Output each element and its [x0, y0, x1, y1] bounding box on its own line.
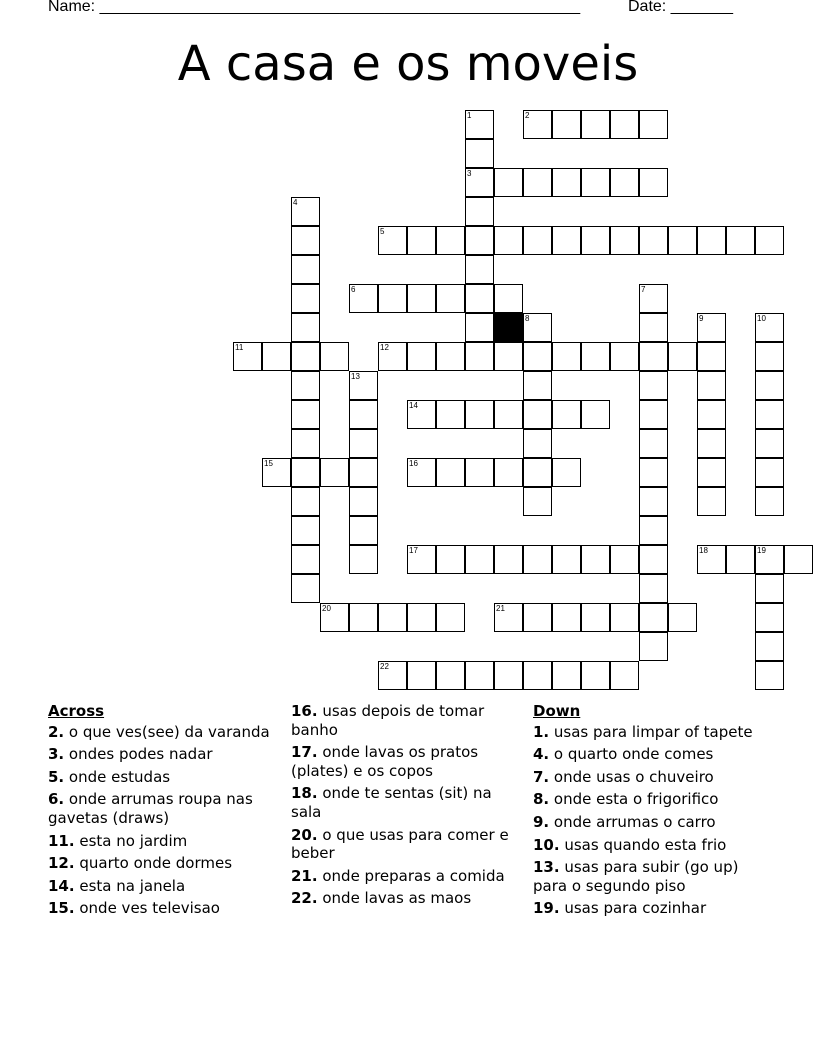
grid-cell[interactable] [552, 400, 581, 429]
grid-cell[interactable] [494, 603, 523, 632]
down-clue [533, 745, 758, 764]
clue-number: 19. [533, 899, 560, 918]
clue-text: o que usas para comer e beber [291, 825, 509, 863]
clue-number: 17 [409, 546, 418, 555]
grid-cell[interactable] [494, 226, 523, 255]
grid-cell[interactable] [378, 342, 407, 371]
clue-text: onde lavas os pratos (plates) e os copos [291, 743, 479, 780]
grid-cell[interactable] [262, 458, 291, 487]
grid-cell[interactable] [697, 545, 726, 574]
grid-cell[interactable] [552, 342, 581, 371]
black-cell [494, 313, 523, 342]
grid-cell[interactable] [697, 342, 726, 371]
grid-cell[interactable] [320, 458, 349, 487]
down-clues-column [533, 702, 758, 922]
grid-cell[interactable] [465, 168, 494, 197]
across-clue [48, 899, 278, 918]
grid-cell[interactable] [407, 603, 436, 632]
grid-cell[interactable] [552, 603, 581, 632]
grid-cell[interactable] [349, 487, 378, 516]
grid-cell[interactable] [378, 603, 407, 632]
grid-cell[interactable] [755, 429, 784, 458]
grid-cell[interactable] [465, 110, 494, 139]
grid-cell[interactable] [639, 632, 668, 661]
grid-cell[interactable] [378, 661, 407, 690]
clue-number: 15. [48, 899, 75, 918]
grid-cell[interactable] [465, 458, 494, 487]
grid-cell[interactable] [291, 574, 320, 603]
grid-cell[interactable] [291, 342, 320, 371]
grid-cell[interactable] [639, 516, 668, 545]
across-clue [48, 790, 278, 827]
clue-text: esta no jardim [79, 831, 188, 850]
across-clues-column-1 [48, 702, 278, 922]
grid-cell[interactable] [581, 226, 610, 255]
grid-cell[interactable] [697, 487, 726, 516]
grid-cell[interactable] [407, 342, 436, 371]
grid-cell[interactable] [552, 545, 581, 574]
across-clue [291, 743, 516, 780]
grid-cell[interactable] [494, 342, 523, 371]
across-clue [48, 832, 278, 851]
grid-cell[interactable] [639, 603, 668, 632]
grid-cell[interactable] [697, 458, 726, 487]
clue-number: 14. [48, 876, 75, 895]
grid-cell[interactable] [291, 313, 320, 342]
down-heading: Down [533, 702, 581, 720]
grid-cell[interactable] [291, 516, 320, 545]
clue-number: 21. [291, 866, 318, 885]
grid-cell[interactable] [494, 400, 523, 429]
grid-cell[interactable] [639, 313, 668, 342]
grid-cell[interactable] [494, 168, 523, 197]
grid-cell[interactable] [291, 255, 320, 284]
grid-cell[interactable] [523, 487, 552, 516]
grid-cell[interactable] [697, 313, 726, 342]
down-clue [533, 813, 758, 832]
clue-number: 8 [525, 314, 530, 323]
grid-cell[interactable] [436, 400, 465, 429]
grid-cell[interactable] [349, 545, 378, 574]
grid-cell[interactable] [523, 603, 552, 632]
grid-cell[interactable] [552, 110, 581, 139]
grid-cell[interactable] [291, 400, 320, 429]
clue-number: 13 [351, 372, 360, 381]
grid-cell[interactable] [755, 603, 784, 632]
grid-cell[interactable] [349, 400, 378, 429]
clue-number: 4 [293, 198, 298, 207]
clue-number: 6. [48, 790, 65, 809]
across-clues-column-2 [291, 702, 516, 912]
grid-cell[interactable] [755, 371, 784, 400]
grid-cell[interactable] [465, 226, 494, 255]
grid-cell[interactable] [552, 458, 581, 487]
grid-cell[interactable] [465, 313, 494, 342]
across-clue [48, 854, 278, 873]
grid-cell[interactable] [610, 342, 639, 371]
grid-cell[interactable] [465, 139, 494, 168]
grid-cell[interactable] [581, 110, 610, 139]
clue-text: usas depois de tomar banho [291, 702, 485, 739]
grid-cell[interactable] [523, 458, 552, 487]
grid-cell[interactable] [639, 110, 668, 139]
grid-cell[interactable] [552, 661, 581, 690]
grid-cell[interactable] [726, 226, 755, 255]
clue-text: o que ves(see) da varanda [68, 722, 270, 741]
grid-cell[interactable] [755, 342, 784, 371]
clue-text: onde preparas a comida [322, 866, 505, 885]
clue-number: 22. [291, 889, 318, 908]
clue-number: 2 [525, 111, 530, 120]
grid-cell[interactable] [494, 545, 523, 574]
grid-cell[interactable] [291, 371, 320, 400]
clue-text: quarto onde dormes [79, 854, 233, 873]
clue-text: usas para subir (go up) para o segundo piso [533, 858, 739, 895]
clue-number: 1 [467, 111, 472, 120]
down-clue [533, 768, 758, 787]
clue-number: 16. [291, 702, 318, 720]
grid-cell[interactable] [291, 197, 320, 226]
grid-cell[interactable] [697, 371, 726, 400]
clue-number: 1. [533, 722, 550, 741]
grid-cell[interactable] [291, 458, 320, 487]
grid-cell[interactable] [639, 284, 668, 313]
grid-cell[interactable] [291, 226, 320, 255]
clue-number: 8. [533, 790, 550, 809]
clue-number: 14 [409, 401, 418, 410]
grid-cell[interactable] [349, 603, 378, 632]
grid-cell[interactable] [639, 458, 668, 487]
clue-text: onde te sentas (sit) na sala [291, 784, 492, 821]
clue-text: onde lavas as maos [322, 889, 472, 908]
grid-cell[interactable] [755, 487, 784, 516]
grid-cell[interactable] [610, 168, 639, 197]
grid-cell[interactable] [668, 603, 697, 632]
grid-cell[interactable] [523, 400, 552, 429]
grid-cell[interactable] [523, 226, 552, 255]
across-clue [291, 784, 516, 821]
clue-number: 19 [757, 546, 766, 555]
grid-cell[interactable] [436, 458, 465, 487]
grid-cell[interactable] [581, 168, 610, 197]
grid-cell[interactable] [581, 400, 610, 429]
grid-cell[interactable] [407, 400, 436, 429]
grid-cell[interactable] [436, 284, 465, 313]
clue-number: 10. [533, 835, 560, 854]
grid-cell[interactable] [639, 400, 668, 429]
across-clue [48, 768, 278, 787]
date-field[interactable]: Date: _______ [628, 0, 733, 15]
clue-number: 7 [641, 285, 646, 294]
clue-number: 6 [351, 285, 356, 294]
grid-cell[interactable] [581, 545, 610, 574]
grid-cell[interactable] [784, 545, 813, 574]
across-clue [48, 723, 278, 742]
grid-cell[interactable] [349, 458, 378, 487]
grid-cell[interactable] [552, 168, 581, 197]
clue-number: 5 [380, 227, 385, 236]
clue-text: usas quando esta frio [564, 835, 727, 854]
grid-cell[interactable] [349, 516, 378, 545]
clue-number: 13. [533, 858, 560, 877]
clue-number: 21 [496, 604, 505, 613]
name-field[interactable]: Name: ______________________________________________________ [48, 0, 581, 15]
across-clue [291, 826, 516, 863]
grid-cell[interactable] [523, 168, 552, 197]
grid-cell[interactable] [639, 545, 668, 574]
grid-cell[interactable] [523, 313, 552, 342]
clue-number: 12. [48, 854, 75, 873]
grid-cell[interactable] [755, 226, 784, 255]
clue-number: 3. [48, 745, 65, 764]
across-heading: Across [48, 702, 105, 720]
grid-cell[interactable] [610, 226, 639, 255]
clue-number: 18. [291, 784, 318, 803]
across-clue [48, 745, 278, 764]
grid-cell[interactable] [349, 429, 378, 458]
grid-cell[interactable] [494, 284, 523, 313]
grid-cell[interactable] [755, 632, 784, 661]
grid-cell[interactable] [407, 661, 436, 690]
grid-cell[interactable] [407, 284, 436, 313]
grid-cell[interactable] [436, 545, 465, 574]
grid-cell[interactable] [697, 226, 726, 255]
grid-cell[interactable] [262, 342, 291, 371]
grid-cell[interactable] [610, 603, 639, 632]
clue-number: 11. [48, 831, 75, 850]
grid-cell[interactable] [755, 574, 784, 603]
clue-number: 5. [48, 767, 65, 786]
clue-number: 10 [757, 314, 766, 323]
grid-cell[interactable] [291, 284, 320, 313]
clue-number: 2. [48, 722, 65, 741]
grid-cell[interactable] [407, 458, 436, 487]
clue-number: 20. [291, 825, 318, 844]
down-clue [533, 836, 758, 855]
grid-cell[interactable] [436, 603, 465, 632]
grid-cell[interactable] [581, 342, 610, 371]
grid-cell[interactable] [755, 400, 784, 429]
clue-text: usas para cozinhar [564, 899, 707, 918]
grid-cell[interactable] [639, 371, 668, 400]
grid-cell[interactable] [639, 226, 668, 255]
across-clue [291, 702, 516, 739]
grid-cell[interactable] [581, 603, 610, 632]
grid-cell[interactable] [639, 429, 668, 458]
grid-cell[interactable] [465, 545, 494, 574]
grid-cell[interactable] [494, 661, 523, 690]
clue-number: 12 [380, 343, 389, 352]
grid-cell[interactable] [755, 545, 784, 574]
grid-cell[interactable] [465, 255, 494, 284]
clue-number: 4. [533, 745, 550, 764]
down-clue [533, 899, 758, 918]
clue-number: 7. [533, 767, 550, 786]
grid-cell[interactable] [465, 400, 494, 429]
grid-cell[interactable] [610, 110, 639, 139]
clue-text: onde ves televisao [79, 899, 220, 918]
grid-cell[interactable] [320, 603, 349, 632]
grid-cell[interactable] [233, 342, 262, 371]
grid-cell[interactable] [639, 574, 668, 603]
grid-cell[interactable] [465, 284, 494, 313]
clue-text: usas para limpar of tapete [553, 722, 753, 741]
grid-cell[interactable] [697, 429, 726, 458]
grid-cell[interactable] [581, 661, 610, 690]
grid-cell[interactable] [552, 226, 581, 255]
grid-cell[interactable] [349, 284, 378, 313]
grid-cell[interactable] [523, 110, 552, 139]
grid-cell[interactable] [291, 429, 320, 458]
clue-number: 20 [322, 604, 331, 613]
grid-cell[interactable] [755, 661, 784, 690]
clue-number: 15 [264, 459, 273, 468]
clue-text: onde estudas [68, 767, 171, 786]
grid-cell[interactable] [407, 545, 436, 574]
grid-cell[interactable] [755, 458, 784, 487]
grid-cell[interactable] [523, 661, 552, 690]
clue-number: 16 [409, 459, 418, 468]
grid-cell[interactable] [639, 487, 668, 516]
grid-cell[interactable] [523, 371, 552, 400]
clue-text: onde usas o chuveiro [553, 767, 714, 786]
clue-text: ondes podes nadar [68, 745, 213, 764]
clue-number: 18 [699, 546, 708, 555]
grid-cell[interactable] [407, 226, 436, 255]
grid-cell[interactable] [378, 226, 407, 255]
down-clue [533, 858, 758, 895]
down-clue [533, 723, 758, 742]
grid-cell[interactable] [523, 429, 552, 458]
grid-cell[interactable] [465, 342, 494, 371]
clue-number: 22 [380, 662, 389, 671]
grid-cell[interactable] [523, 342, 552, 371]
clue-text: o quarto onde comes [553, 745, 714, 764]
clue-text: esta na janela [79, 876, 186, 895]
clue-number: 9. [533, 812, 550, 831]
grid-cell[interactable] [697, 400, 726, 429]
clue-number: 17. [291, 743, 318, 762]
across-clue [291, 889, 516, 908]
grid-cell[interactable] [639, 342, 668, 371]
clue-text: onde arrumas o carro [553, 812, 716, 831]
across-clue [291, 867, 516, 886]
grid-cell[interactable] [726, 545, 755, 574]
grid-cell[interactable] [755, 313, 784, 342]
grid-cell[interactable] [436, 661, 465, 690]
clue-number: 9 [699, 314, 704, 323]
grid-cell[interactable] [610, 661, 639, 690]
grid-cell[interactable] [436, 226, 465, 255]
grid-cell[interactable] [639, 168, 668, 197]
grid-cell[interactable] [668, 226, 697, 255]
clue-text: onde arrumas roupa nas gavetas (draws) [48, 790, 253, 827]
grid-cell[interactable] [291, 545, 320, 574]
across-clue [48, 877, 278, 896]
grid-cell[interactable] [465, 661, 494, 690]
page-title: A casa e os moveis [177, 36, 639, 92]
grid-cell[interactable] [523, 545, 552, 574]
grid-cell[interactable] [349, 371, 378, 400]
grid-cell[interactable] [320, 342, 349, 371]
clue-text: onde esta o frigorifico [553, 790, 719, 809]
grid-cell[interactable] [465, 197, 494, 226]
clue-number: 11 [235, 343, 244, 352]
grid-cell[interactable] [610, 545, 639, 574]
grid-cell[interactable] [668, 342, 697, 371]
grid-cell[interactable] [436, 342, 465, 371]
down-clue [533, 790, 758, 809]
grid-cell[interactable] [494, 458, 523, 487]
clue-number: 3 [467, 169, 472, 178]
grid-cell[interactable] [291, 487, 320, 516]
grid-cell[interactable] [378, 284, 407, 313]
